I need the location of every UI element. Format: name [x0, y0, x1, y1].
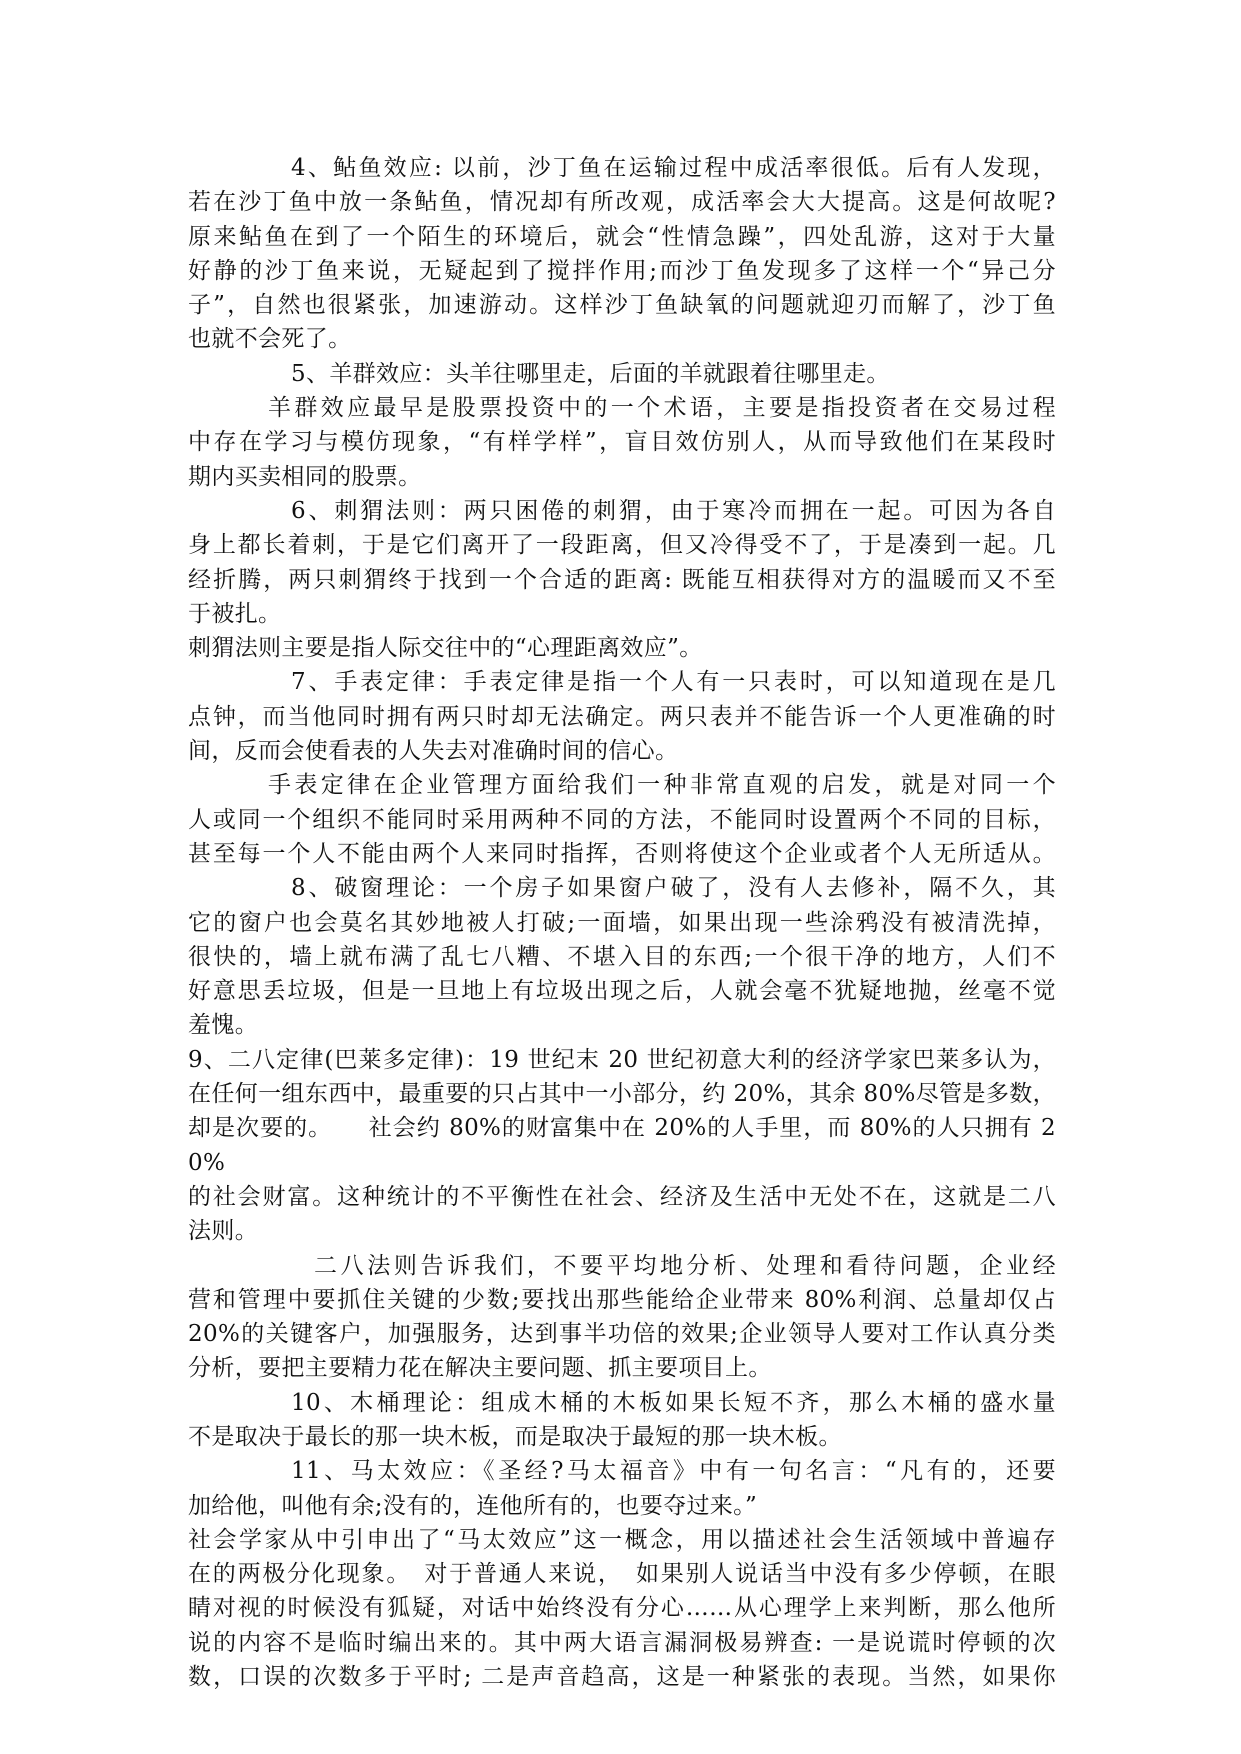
paragraph-hedgehog-rule — [188, 494, 1056, 631]
text-line: 羞愧。 — [188, 1012, 259, 1039]
text-line: 11、马太效应：《圣经?马太福音》中有一句名言：“凡有的，还要 — [291, 1458, 1056, 1485]
text-line: 于被扎。 — [188, 600, 282, 627]
paragraph-herd-effect-detail — [188, 391, 1056, 494]
paragraph-watch-law — [188, 665, 1056, 768]
text-line: 加给他，叫他有余;没有的，连他所有的，也要夺过来。” — [188, 1492, 758, 1519]
text-line: 刺猬法则主要是指人际交往中的“心理距离效应”。 — [188, 635, 703, 662]
text-line: 原来鲇鱼在到了一个陌生的环境后，就会“性情急躁”，四处乱游，这对于大量 — [188, 223, 1056, 250]
paragraph-matthew-effect — [188, 1454, 1056, 1523]
text-line: 睛对视的时候没有狐疑，对话中始终没有分心……从心理学上来判断，那么他所 — [188, 1595, 1056, 1622]
text-line: 它的窗户也会莫名其妙地被人打破;一面墙，如果出现一些涂鸦没有被清洗掉， — [188, 909, 1056, 936]
paragraph-broken-window-theory — [188, 871, 1056, 1042]
text-line: 在任何一组东西中，最重要的只占其中一小部分，约 20%，其余 80%尽管是多数， — [188, 1081, 1056, 1108]
paragraph-watch-law-detail — [188, 768, 1056, 871]
text-line: 却是次要的。 社会约 80%的财富集中在 20%的人手里，而 80%的人只拥有 20% — [188, 1115, 1056, 1176]
text-line: 5、羊群效应：头羊往哪里走，后面的羊就跟着往哪里走。 — [291, 360, 890, 387]
text-line: 6、刺猬法则：两只困倦的刺猬，由于寒冷而拥在一起。可因为各自 — [291, 497, 1056, 524]
text-line: 9、二八定律(巴莱多定律)：19 世纪末 20 世纪初意大利的经济学家巴莱多认为， — [188, 1046, 1056, 1073]
text-line: 的社会财富。这种统计的不平衡性在社会、经济及生活中无处不在，这就是二八 — [188, 1183, 1056, 1210]
text-line: 分析，要把主要精力花在解决主要问题、抓主要项目上。 — [188, 1355, 772, 1382]
paragraph-pareto-principle-detail — [188, 1249, 1056, 1386]
text-line: 8、破窗理论：一个房子如果窗户破了，没有人去修补，隔不久，其 — [291, 875, 1056, 902]
text-line: 说的内容不是临时编出来的。其中两大语言漏洞极易辨查: 一是说谎时停顿的次 — [188, 1629, 1056, 1656]
text-line: 也就不会死了。 — [188, 326, 352, 353]
text-line: 人或同一个组织不能同时采用两种不同的方法，不能同时设置两个不同的目标， — [188, 806, 1056, 833]
paragraph-hedgehog-rule-summary — [188, 631, 1056, 665]
text-line: 法则。 — [188, 1218, 259, 1245]
paragraph-herd-effect — [188, 357, 1056, 391]
text-line: 数，口误的次数多于平时; 二是声音趋高，这是一种紧张的表现。当然，如果你 — [188, 1664, 1056, 1691]
text-line: 经折腾，两只刺猬终于找到一个合适的距离: 既能互相获得对方的温暖而又不至 — [188, 566, 1056, 593]
text-line: 点钟，而当他同时拥有两只时却无法确定。两只表并不能告诉一个人更准确的时 — [188, 703, 1056, 730]
text-line: 不是取决于最长的那一块木板，而是取决于最短的那一块木板。 — [188, 1423, 842, 1450]
text-line: 10、木桶理论：组成木桶的木板如果长短不齐，那么木桶的盛水量 — [291, 1389, 1056, 1416]
text-line: 7、手表定律：手表定律是指一个人有一只表时，可以知道现在是几 — [291, 669, 1056, 696]
paragraph-pareto-principle — [188, 1043, 1056, 1249]
text-line: 羊群效应最早是股票投资中的一个术语，主要是指投资者在交易过程 — [268, 395, 1056, 422]
text-line: 营和管理中要抓住关键的少数;要找出那些能给企业带来 80%利润、总量却仅占 — [188, 1286, 1056, 1313]
text-line: 期内买卖相同的股票。 — [188, 463, 422, 490]
text-line: 子”，自然也很紧张，加速游动。这样沙丁鱼缺氧的问题就迎刃而解了，沙丁鱼 — [188, 292, 1056, 319]
text-line: 甚至每一个人不能由两个人来同时指挥，否则将使这个企业或者个人无所适从。 — [188, 840, 1056, 867]
text-line: 20%的关键客户，加强服务，达到事半功倍的效果;企业领导人要对工作认真分类 — [188, 1321, 1056, 1348]
text-line: 好静的沙丁鱼来说，无疑起到了搅拌作用;而沙丁鱼发现多了这样一个“异己分 — [188, 257, 1056, 284]
text-line: 二八法则告诉我们，不要平均地分析、处理和看待问题，企业经 — [314, 1252, 1056, 1279]
paragraph-bucket-theory — [188, 1386, 1056, 1455]
document-body — [188, 151, 1056, 1694]
text-line: 社会学家从中引申出了“马太效应”这一概念，用以描述社会生活领域中普遍存 — [188, 1526, 1056, 1553]
text-line: 好意思丢垃圾，但是一旦地上有垃圾出现之后，人就会毫不犹疑地抛，丝毫不觉 — [188, 978, 1056, 1005]
text-line: 手表定律在企业管理方面给我们一种非常直观的启发，就是对同一个 — [268, 772, 1056, 799]
text-line: 间，反而会使看表的人失去对准确时间的信心。 — [188, 738, 679, 765]
paragraph-matthew-effect-detail — [188, 1523, 1056, 1694]
text-line: 身上都长着刺，于是它们离开了一段距离，但又冷得受不了，于是凑到一起。几 — [188, 532, 1056, 559]
paragraph-catfish-effect — [188, 151, 1056, 357]
text-line: 4、鲇鱼效应: 以前，沙丁鱼在运输过程中成活率很低。后有人发现， — [291, 155, 1056, 181]
text-line: 中存在学习与模仿现象，“有样学样”，盲目效仿别人，从而导致他们在某段时 — [188, 429, 1056, 456]
text-line: 很快的，墙上就布满了乱七八糟、不堪入目的东西;一个很干净的地方，人们不 — [188, 943, 1056, 970]
text-line: 在的两极分化现象。 对于普通人来说， 如果别人说话当中没有多少停顿，在眼 — [188, 1561, 1056, 1588]
text-line: 若在沙丁鱼中放一条鲇鱼，情况却有所改观，成活率会大大提高。这是何故呢? — [188, 189, 1056, 216]
